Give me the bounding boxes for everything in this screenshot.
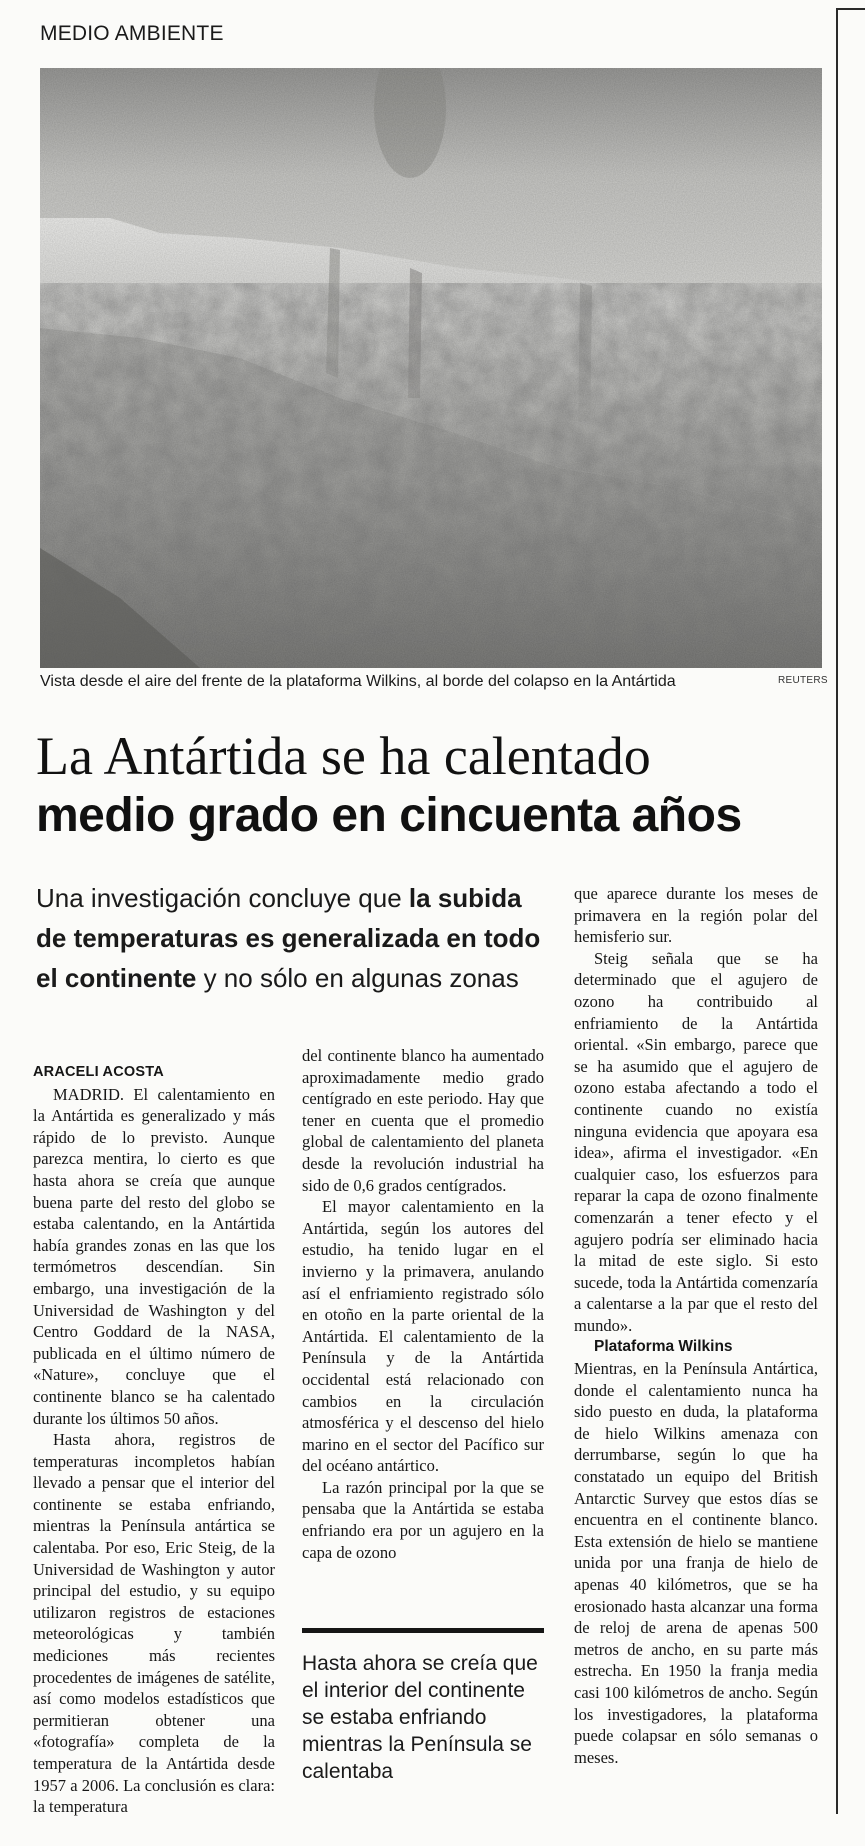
- page-border-rule-top: [836, 8, 865, 10]
- body-paragraph: Steig señala que se ha determinado que el agujero de ozono ha contribuido al enfriamiento de la Antártida oriental. «Sin embargo, parece que se ha asumido que el agujero de ozono estaba afectando a todo el continente cuando no existía ninguna evidencia que apoyara esa idea», afirma el investigador. «En cualquier caso, los esfuerzos para reparar la capa de ozono finalmente comenzarán a tener efecto y el agujero podría ser eliminado hacia la mitad de este siglo. Si esto sucede, toda la Antártida comenzaría a calentarse a la par que el resto del mundo».: [574, 948, 818, 1335]
- photo-caption: Vista desde el aire del frente de la plataforma Wilkins, al borde del colapso en la Antártida: [40, 673, 676, 690]
- headline-line-1: La Antártida se ha calentado: [36, 726, 651, 786]
- body-paragraph: MADRID. El calentamiento en la Antártida es generalizado y más rápido de lo previsto. Aunque parezca mentira, lo cierto es que hasta ahora se creía que aunque buena parte del resto del globo se estaba calentando, en la Antártida había grandes zonas en las que los termómetros descendían. Sin embargo, una investigación de la Universidad de Washington y del Centro Goddard de la NASA, publicada en el último número de «Nature», concluye que el continente blanco se ha calentado durante los últimos 50 años.: [33, 1084, 275, 1428]
- headline-line-2: medio grado en cincuenta años: [36, 789, 742, 842]
- subhead-intro: Una investigación concluye que: [36, 883, 409, 913]
- article-photo: [40, 68, 822, 668]
- pullquote-rule: [302, 1628, 544, 1633]
- body-paragraph: Mientras, en la Península Antártica, donde el calentamiento nunca ha sido puesto en duda, la plataforma de hielo Wilkins amenaza con derrumbarse, según lo que ha constatado un equipo del British Antarctic Survey que estos días se encuentra en el continente blanco. Esta extensión de hielo se mantiene unida por una franja de hielo de apenas 40 kilómetros, que se ha erosionado hasta alcanzar una forma de reloj de arena de apenas 500 metros de ancho, en su parte más estrecha. En 1950 la franja media casi 100 kilómetros de ancho. Según los investigadores, la plataforma puede colapsar en sólo semanas o meses.: [574, 1359, 818, 1767]
- article-column-3: [574, 883, 818, 1768]
- body-paragraph: que aparece durante los meses de primavera en la región polar del hemisferio sur.: [574, 884, 818, 947]
- byline: ARACELI ACOSTA: [33, 1064, 164, 1080]
- pullquote: Hasta ahora se creía que el interior del continente se estaba enfriando mientras la Península se calentaba: [302, 1652, 538, 1783]
- article-column-1: [33, 1062, 275, 1818]
- ice-shelf-photo: [40, 68, 822, 668]
- subhead-end: y no sólo en algunas zonas: [196, 963, 519, 993]
- intertitle: Plataforma Wilkins: [594, 1338, 733, 1356]
- photo-credit: REUTERS: [778, 675, 828, 686]
- article-column-2: [302, 1045, 544, 1563]
- section-label: MEDIO AMBIENTE: [40, 22, 224, 45]
- body-paragraph: El mayor calentamiento en la Antártida, según los autores del estudio, ha tenido lugar en el invierno y la primavera, anulando así el enfriamiento registrado sólo en otoño en la parte oriental de la Antártida. El calentamiento de la Península y de la Antártida occidental está relacionado con cambios en la circulación atmosférica y el descenso del hielo marino en el sector del Pacífico sur del océano antártico.: [302, 1197, 544, 1476]
- body-paragraph: La razón principal por la que se pensaba que la Antártida se estaba enfriando era por un agujero en la capa de ozono: [302, 1477, 544, 1562]
- page-border-rule: [836, 8, 838, 1814]
- body-paragraph: Hasta ahora, registros de temperaturas incompletos habían llevado a pensar que el interior del continente se estaba enfriando, mientras la Península antártica se calentaba. Por eso, Eric Steig, de la Universidad de Washington y autor principal del estudio, y su equipo utilizaron registros de estaciones meteorológicas y también mediciones más recientes procedentes de imágenes de satélite, así como modelos estadísticos que permitieran obtener una «fotografía» completa de la temperatura de la Antártida desde 1957 a 2006. La conclusión es clara: la temperatura: [33, 1430, 275, 1817]
- subheadline: [36, 878, 546, 998]
- subhead-bold: la subida de temperaturas es generalizada en todo el continente: [36, 883, 541, 993]
- body-paragraph: del continente blanco ha aumentado aproximadamente medio grado centígrado en este periodo. Hay que tener en cuenta que el promedio global de calentamiento del planeta desde la revolución industrial ha sido de 0,6 grados centígrados.: [302, 1046, 544, 1195]
